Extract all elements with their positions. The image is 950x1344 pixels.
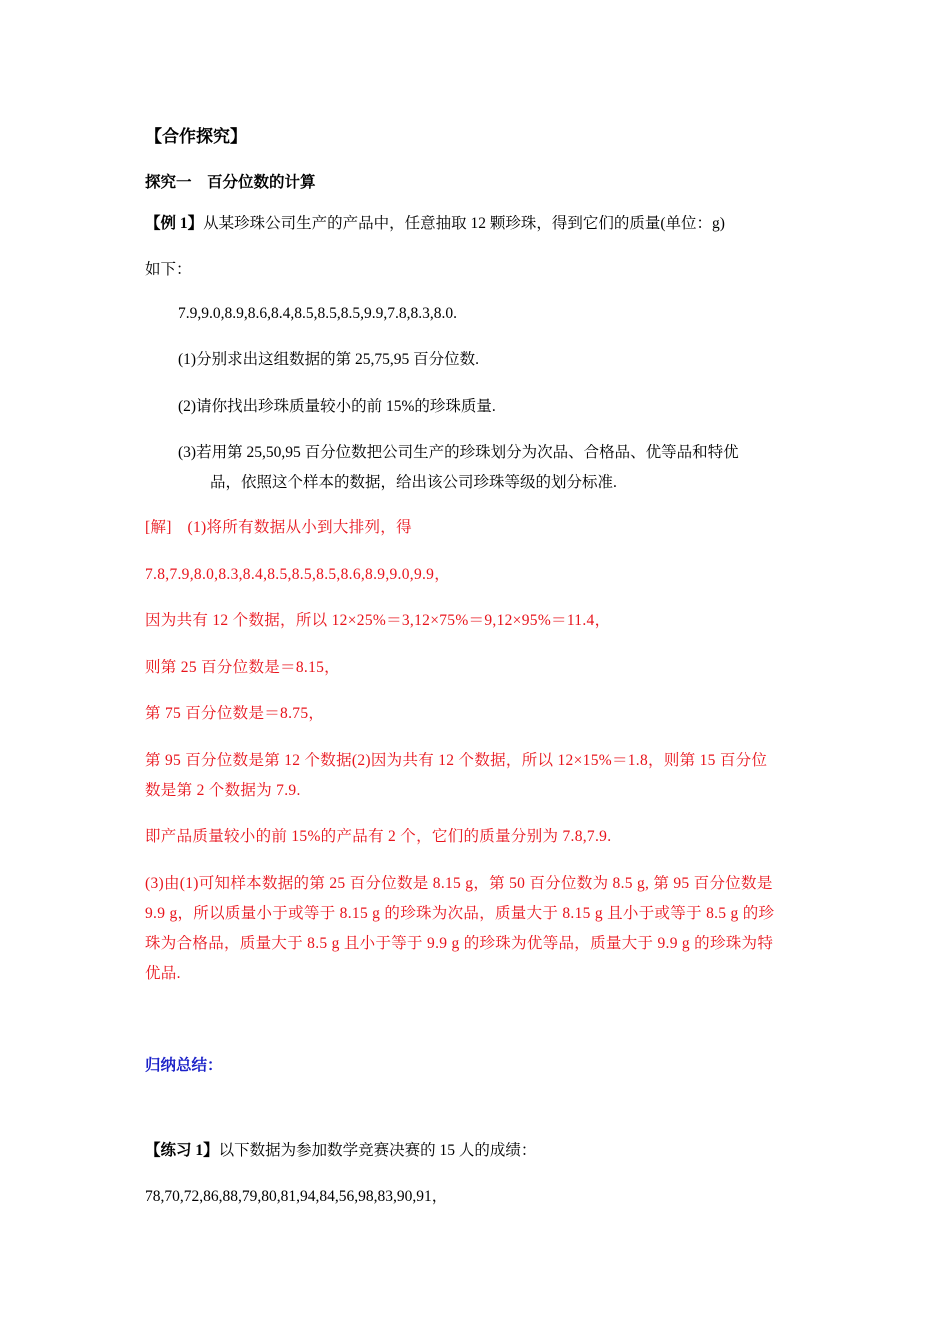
solution-line-9: (3)由(1)可知样本数据的第 25 百分位数是 8.15 g，第 50 百分位数为 8.5 g, 第 95 百分位数是 (145, 875, 773, 892)
subsection-title: 探究一 百分位数的计算 (145, 174, 316, 191)
exercise-1-label: 【练习 1】 (145, 1142, 219, 1159)
summary-title: 归纳总结： (145, 1057, 223, 1074)
example-1-question-3-line-2: 品，依照这个样本的数据，给出该公司珍珠等级的划分标准. (210, 474, 617, 491)
solution-line-10: 9.9 g，所以质量小于或等于 8.15 g 的珍珠为次品，质量大于 8.15 g 且小于或等于 8.5 g 的珍 (145, 905, 775, 922)
example-1-intro-cont: 如下： (145, 261, 192, 278)
solution-line-6: 第 95 百分位数是第 12 个数据(2)因为共有 12 个数据，所以 12×15%＝1.8，则第 15 百分位 (145, 752, 768, 769)
exercise-1-data: 78,70,72,86,88,79,80,81,94,84,56,98,83,90,91， (145, 1188, 448, 1205)
example-1-label: 【例 1】 (145, 215, 204, 232)
solution-line-3: 因为共有 12 个数据，所以 12×25%＝3,12×75%＝9,12×95%＝11.4， (145, 612, 611, 629)
exercise-1-intro (145, 1141, 536, 1161)
example-1-intro (145, 214, 725, 234)
example-1-data: 7.9,9.0,8.9,8.6,8.4,8.5,8.5,8.5,9.9,7.8,8.3,8.0. (178, 305, 457, 322)
solution-line-2: 7.8,7.9,8.0,8.3,8.4,8.5,8.5,8.5,8.6,8.9,9.0,9.9， (145, 566, 451, 583)
example-1-intro-text: 从某珍珠公司生产的产品中，任意抽取 12 颗珍珠，得到它们的质量(单位：g) (203, 215, 725, 232)
example-1-question-2: (2)请你找出珍珠质量较小的前 15%的珍珠质量. (178, 398, 496, 415)
section-title: 【合作探究】 (145, 127, 247, 146)
solution-line-5: 第 75 百分位数是＝8.75， (145, 705, 325, 722)
solution-line-12: 优品. (145, 965, 181, 982)
solution-line-11: 珠为合格品，质量大于 8.5 g 且小于等于 9.9 g 的珍珠为优等品，质量大于 9.9 g 的珍珠为特 (145, 935, 774, 952)
exercise-1-text: 以下数据为参加数学竞赛决赛的 15 人的成绩： (218, 1142, 537, 1159)
solution-line-7: 数是第 2 个数据为 7.9. (145, 782, 301, 799)
example-1-question-1: (1)分别求出这组数据的第 25,75,95 百分位数. (178, 351, 479, 368)
solution-line-4: 则第 25 百分位数是＝8.15， (145, 659, 340, 676)
solution-line-8: 即产品质量较小的前 15%的产品有 2 个，它们的质量分别为 7.8,7.9. (145, 828, 612, 845)
solution-line-1: [解] (1)将所有数据从小到大排列，得 (145, 519, 412, 536)
example-1-question-3-line-1: (3)若用第 25,50,95 百分位数把公司生产的珍珠划分为次品、合格品、优等品和特优 (178, 444, 739, 461)
